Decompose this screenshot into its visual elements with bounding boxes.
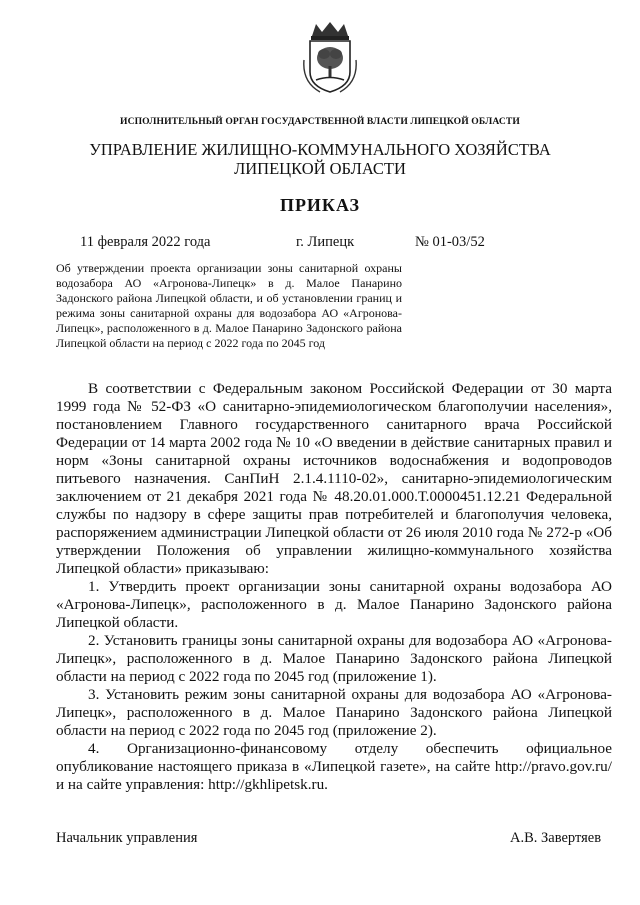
document-subject: Об утверждении проекта организации зоны санитарной охраны водозабора АО «Агронова-Липецк» в д. Малое Панарино Задонского района Липецкой области, и об установлении границ и режима зоны санитарной охраны для водозабора АО «Агронова-Липецк», расположенного в д. Малое Панарино Задонского района Липецкой области на период с 2022 года по 2045 год <box>56 261 402 351</box>
department-name-line1: УПРАВЛЕНИЕ ЖИЛИЩНО-КОММУНАЛЬНОГО ХОЗЯЙСТВА <box>89 140 551 159</box>
signatory-position: Начальник управления <box>56 830 198 846</box>
department-name <box>0 140 640 178</box>
coat-of-arms-icon <box>302 20 358 96</box>
department-name-line2: ЛИПЕЦКОЙ ОБЛАСТИ <box>234 159 406 178</box>
signatory-name: А.В. Завертяев <box>510 830 602 846</box>
preamble-paragraph: В соответствии с Федеральным законом Российской Федерации от 30 марта 1999 года № 52-ФЗ «О санитарно-эпидемиологическом благополучии населения», постановлением Главного государственного санитарного врача Российской Федерации от 14 марта 2002 года № 10 «О введении в действие санитарных правил и норм «Зоны санитарной охраны источников водоснабжения и водопроводов питьевого назначения. СанПиН 2.1.4.1110-02», санитарно-эпидемиологическим заключением от 21 декабря 2021 года № 48.20.01.000.Т.0000451.12.21 Федеральной службы по надзору в сфере защиты прав потребителей и благополучия человека, распоряжением администрации Липецкой области от 26 июля 2010 года № 272-р «Об утверждении Положения об управлении жилищно-коммунального хозяйства Липецкой области» приказываю: <box>56 380 612 577</box>
document-number: № 01-03/52 <box>415 234 485 250</box>
order-item-4: 4. Организационно-финансовому отделу обеспечить официальное опубликование настоящего приказа в «Липецкой газете», на сайте http://pravo.gov.ru/ и на сайте управления: http://gkhlipetsk.ru. <box>56 740 612 793</box>
order-item-3: 3. Установить режим зоны санитарной охраны для водозабора АО «Агронова-Липецк», расположенного в д. Малое Панарино Задонского района Липецкой области на период с 2022 года по 2045 год (приложение 2). <box>56 686 612 739</box>
document-type: ПРИКАЗ <box>279 195 361 215</box>
issuing-authority: ИСПОЛНИТЕЛЬНЫЙ ОРГАН ГОСУДАРСТВЕННОЙ ВЛАСТИ ЛИПЕЦКОЙ ОБЛАСТИ <box>120 116 520 127</box>
order-item-1: 1. Утвердить проект организации зоны санитарной охраны водозабора АО «Агронова-Липецк», расположенного в д. Малое Панарино Задонского района Липецкой области. <box>56 578 612 631</box>
document-city: г. Липецк <box>296 234 355 250</box>
document-body <box>56 380 612 794</box>
document-date: 11 февраля 2022 года <box>80 234 211 250</box>
order-item-2: 2. Установить границы зоны санитарной охраны для водозабора АО «Агронова-Липецк», расположенного в д. Малое Панарино Задонского района Липецкой области на период с 2022 года по 2045 год (приложение 1). <box>56 632 612 685</box>
